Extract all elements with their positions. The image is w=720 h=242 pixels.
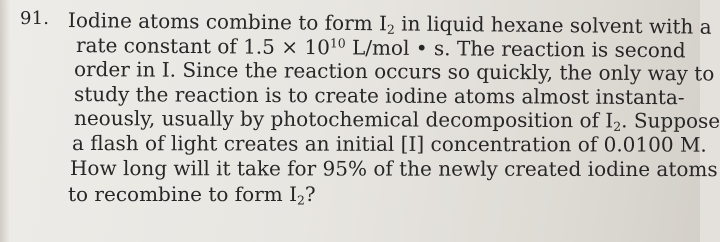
line-text: study the reaction is to create iodine atoms almost instanta-	[73, 82, 685, 110]
line-text: rate constant of 1.5 × 10	[75, 33, 330, 60]
line-text: ?	[304, 182, 316, 206]
line-text: order in I. Since the reaction occurs so quickly, the only way to	[73, 57, 715, 86]
subscript: 2	[386, 21, 395, 37]
superscript: 10	[329, 35, 346, 51]
line-text: neously, usually by photochemical decomposition of I	[73, 106, 614, 133]
problem-line-8	[68, 182, 316, 206]
line-text: Iodine atoms combine to form I	[67, 8, 388, 36]
problem-line-4	[74, 82, 685, 109]
line-text: a flash of light creates an initial [I] concentration of 0.0100 M.	[71, 131, 707, 157]
problem-line-3	[74, 57, 714, 85]
problem-line-7	[70, 156, 718, 181]
subscript: 2	[296, 192, 305, 208]
line-text: How long will it take for 95% of the newly created iodine atoms	[69, 156, 718, 182]
line-text: to recombine to form I	[68, 182, 297, 206]
problem-line-6	[72, 131, 707, 157]
problem-line-5	[74, 106, 720, 133]
line-text: in liquid hexane solvent with a	[394, 11, 712, 39]
problem-number: 91.	[20, 8, 50, 29]
line-text: . Suppose	[621, 108, 720, 133]
line-text: L/mol • s. The reaction is second	[345, 35, 686, 63]
subscript: 2	[613, 118, 622, 134]
